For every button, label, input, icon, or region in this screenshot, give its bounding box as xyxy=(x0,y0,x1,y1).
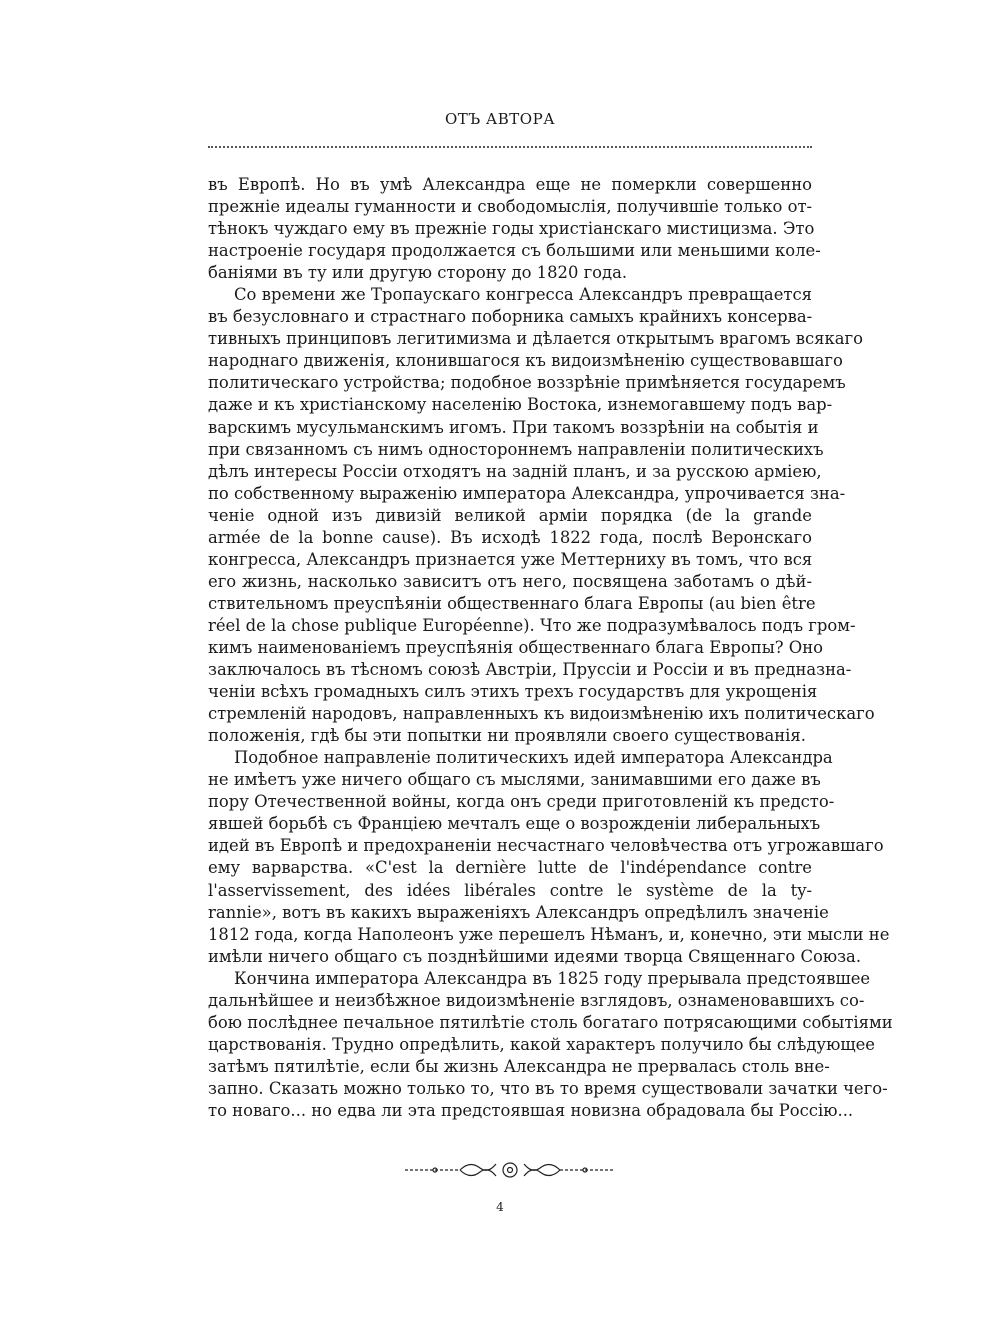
text-line: имѣли ничего общаго съ позднѣйшими идеями творца Священнаго Союза. xyxy=(208,946,862,966)
running-header: ОТЪ АВТОРА xyxy=(444,110,556,128)
text-line: положенія, гдѣ бы эти попытки ни проявляли своего существованія. xyxy=(208,726,806,746)
text-line: rannie», вотъ въ какихъ выраженіяхъ Александръ опредѣлилъ значеніе xyxy=(208,902,829,922)
text-line: идей въ Европѣ и предохраненіи несчастнаго человѣчества отъ угрожавшаго xyxy=(208,836,884,856)
text-line: запно. Сказать можно только то, что въ то время существовали зачатки чего- xyxy=(208,1078,888,1098)
text-line: armée de la bonne cause). Въ исходѣ 1822 года, послѣ Веронскаго xyxy=(208,527,812,547)
text-line: дальнѣйшее и неизбѣжное видоизмѣненіе взглядовъ, ознаменовавшихъ со- xyxy=(208,990,865,1010)
text-line: явшей борьбѣ съ Франціею мечталъ еще о возрожденіи либеральныхъ xyxy=(208,814,821,834)
text-line: варскимъ мусульманскимъ игомъ. При такомъ воззрѣніи на событія и xyxy=(208,417,819,437)
text-line: l'asservissement, des idées libérales contre le système de la ty- xyxy=(208,880,812,900)
text-line: кимъ наименованіемъ преуспѣянія общественнаго блага Европы? Оно xyxy=(208,637,823,657)
text-line: его жизнь, насколько зависитъ отъ него, посвящена заботамъ о дѣй- xyxy=(208,571,812,591)
text-line: дѣлъ интересы Россіи отходятъ на задній планъ, и за русскою арміею, xyxy=(208,461,822,481)
text-line: въ Европѣ. Но въ умѣ Александра еще не померкли совершенно xyxy=(208,175,812,194)
text-line: бою послѣднее печальное пятилѣтіе столь богатаго потрясающими событіями xyxy=(208,1012,893,1032)
text-line: пору Отечественной войны, когда онъ среди приготовленій къ предсто- xyxy=(208,792,835,812)
paragraph xyxy=(208,284,875,747)
text-line: даже и къ христіанскому населенію Востока, изнемогавшему подъ вар- xyxy=(208,395,833,415)
text-line: настроеніе государя продолжается съ большими или меньшими коле- xyxy=(208,241,821,261)
text-line: ему варварства. «C'est la dernière lutte de l'indépendance contre xyxy=(208,858,812,878)
paragraph xyxy=(208,968,893,1122)
text-line: Кончина императора Александра въ 1825 году прерывала предстоявшее xyxy=(234,968,871,988)
header-rule xyxy=(208,146,812,148)
decorative-tailpiece-ornament xyxy=(405,1158,615,1182)
text-line: при связанномъ съ нимъ одностороннемъ направленіи политическихъ xyxy=(208,439,824,459)
paragraph xyxy=(208,174,821,284)
text-line: тѣнокъ чуждаго ему въ прежніе годы христіанскаго мистицизма. Это xyxy=(208,219,815,239)
text-line: то новаго... но едва ли эта предстоявшая новизна обрадовала бы Россію... xyxy=(208,1100,854,1120)
text-line: по собственному выраженію императора Александра, упрочивается зна- xyxy=(208,483,846,503)
text-line: не имѣетъ уже ничего общаго съ мыслями, занимавшими его даже въ xyxy=(208,770,821,790)
text-line: въ безусловнаго и страстнаго поборника самыхъ крайнихъ консерва- xyxy=(208,307,813,327)
text-line: заключалось въ тѣсномъ союзѣ Австріи, Пруссіи и Россіи и въ предназна- xyxy=(208,660,852,680)
text-line: политическаго устройства; подобное воззрѣніе примѣняется государемъ xyxy=(208,373,846,393)
text-line: конгресса, Александръ признается уже Меттерниху въ томъ, что вся xyxy=(208,549,813,569)
text-line: баніями въ ту или другую сторону до 1820 года. xyxy=(208,263,628,283)
text-line: народнаго движенія, клонившагося къ видоизмѣненію существовавшаго xyxy=(208,351,843,371)
text-line: ченіи всѣхъ громадныхъ силъ этихъ трехъ государствъ для укрощенія xyxy=(208,682,818,702)
text-line: réel de la chose publique Européenne). Что же подразумѣвалось подъ гром- xyxy=(208,615,856,635)
text-line: 1812 года, когда Наполеонъ уже перешелъ Нѣманъ, и, конечно, эти мысли не xyxy=(208,924,890,944)
text-line: стремленій народовъ, направленныхъ къ видоизмѣненію ихъ политическаго xyxy=(208,704,875,724)
page-number: 4 xyxy=(496,1200,504,1214)
text-line: ствительномъ преуспѣяніи общественнаго блага Европы (au bien être xyxy=(208,593,816,613)
text-line: царствованія. Трудно опредѣлить, какой характеръ получило бы слѣдующее xyxy=(208,1034,875,1054)
text-line: ченіе одной изъ дивизій великой арміи порядка (de la grande xyxy=(208,505,812,525)
text-line: тивныхъ принциповъ легитимизма и дѣлается открытымъ врагомъ всякаго xyxy=(208,329,863,349)
paragraph xyxy=(208,747,890,967)
text-line: прежніе идеалы гуманности и свободомыслія, получившіе только от- xyxy=(208,197,813,217)
body-text xyxy=(208,174,893,1122)
text-line: Со времени же Тропаускаго конгресса Александръ превращается xyxy=(234,285,812,305)
text-line: затѣмъ пятилѣтіе, если бы жизнь Александра не прервалась столь вне- xyxy=(208,1056,830,1076)
text-line: Подобное направленіе политическихъ идей императора Александра xyxy=(234,748,833,768)
